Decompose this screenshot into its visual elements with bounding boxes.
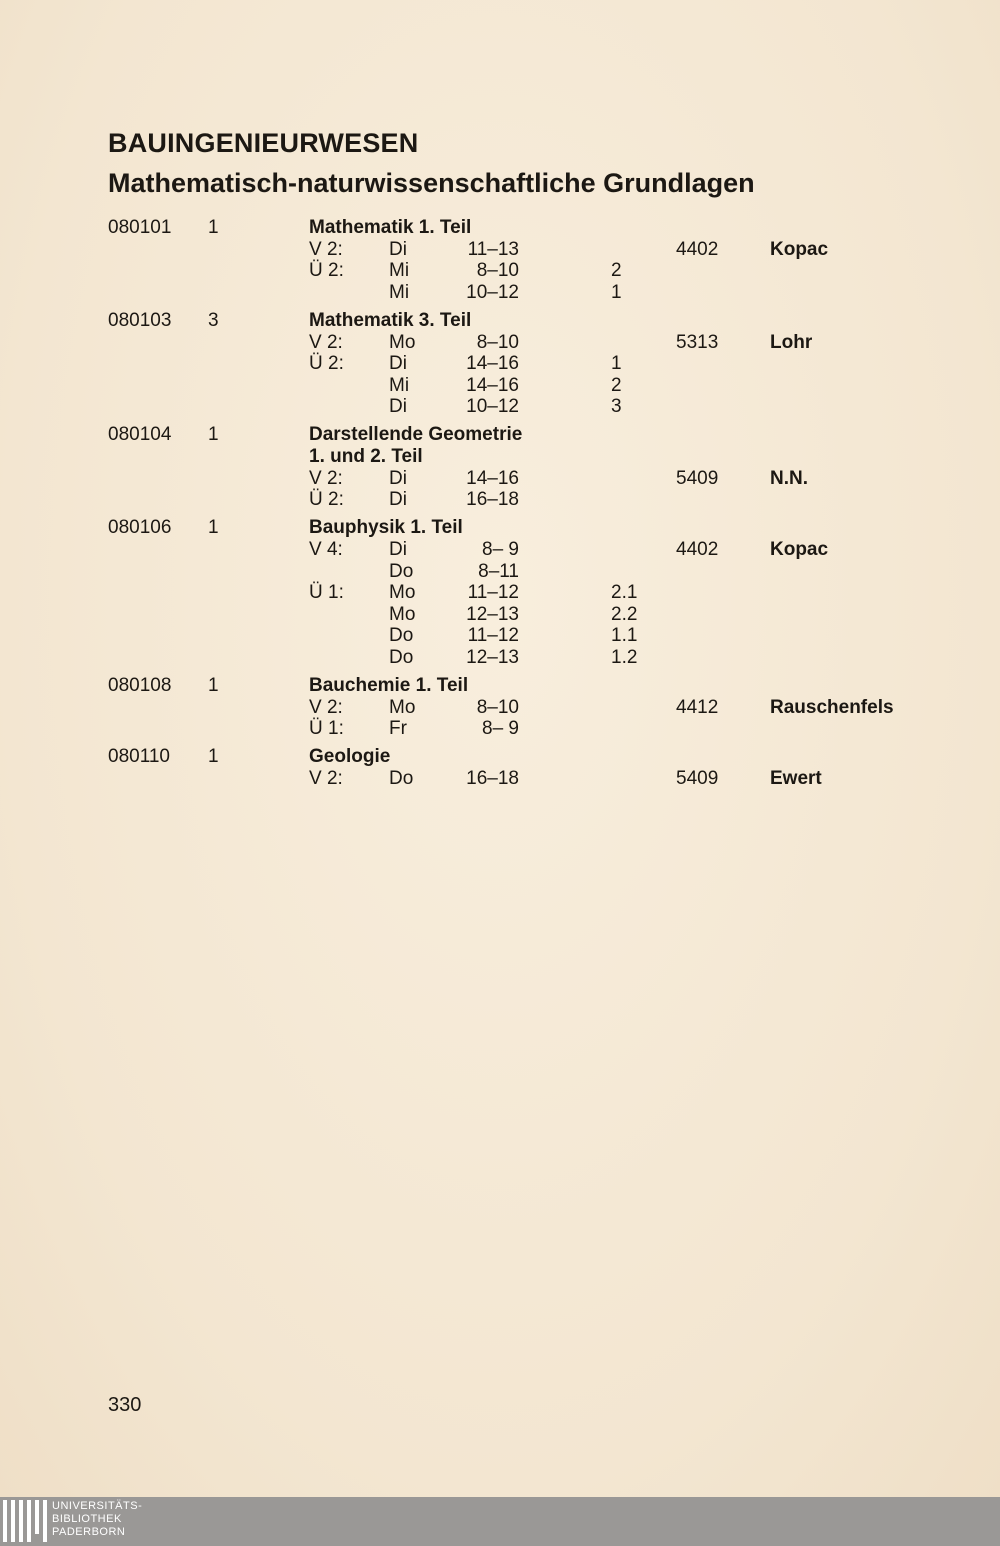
library-logo-line: BIBLIOTHEK [52, 1513, 122, 1525]
session-time: 8– 9 [482, 538, 519, 560]
course-title: Mathematik 3. Teil [309, 309, 472, 331]
session-day: Di [389, 353, 407, 375]
course-semester: 1 [208, 217, 219, 238]
course-title-continued: 1. und 2. Teil [309, 446, 423, 467]
session-day: Do [389, 625, 414, 647]
session-room: 5313 [676, 331, 719, 353]
course-number: 080104 [108, 424, 172, 446]
course-semester: 1 [208, 517, 219, 539]
session-day: Mi [389, 281, 410, 303]
course-semester: 1 [208, 675, 219, 696]
session-time: 16–18 [466, 767, 519, 789]
library-logo-line: PADERBORN [52, 1526, 126, 1538]
session-lecturer: Rauschenfels [770, 696, 894, 718]
session-day: Mi [389, 374, 410, 396]
session-group: 1 [611, 281, 622, 303]
course-number: 080103 [108, 309, 172, 331]
session-time: 8–10 [476, 331, 519, 353]
session-lecturer: Lohr [770, 331, 813, 353]
session-lecturer: Kopac [770, 238, 829, 260]
library-logo-line: UNIVERSITÄTS- [52, 1500, 143, 1512]
session-day: Do [389, 560, 414, 582]
course-title: Bauphysik 1. Teil [309, 517, 463, 539]
course-semester: 1 [208, 746, 219, 768]
session-time: 10–12 [466, 396, 519, 418]
session-day: Di [389, 238, 407, 260]
session-time: 8– 9 [482, 718, 519, 740]
session-lecturer: Ewert [770, 767, 822, 789]
session-day: Mo [389, 331, 416, 353]
session-room: 4412 [676, 696, 719, 718]
session-group: 2.1 [611, 582, 638, 604]
session-time: 11–13 [467, 238, 519, 260]
course-number: 080108 [108, 675, 172, 696]
session-day: Di [389, 489, 407, 511]
session-day: Di [389, 396, 407, 418]
session-group: 3 [611, 396, 622, 418]
course-semester: 3 [208, 309, 219, 331]
session-type: Ü 1: [309, 718, 344, 740]
session-day: Do [389, 767, 414, 789]
session-group: 2 [611, 374, 622, 396]
session-type: Ü 2: [309, 489, 344, 511]
session-type: V 2: [309, 696, 343, 718]
course-number: 080110 [108, 746, 170, 768]
session-time: 8–10 [476, 260, 519, 282]
session-time: 8–10 [476, 696, 519, 718]
session-day: Di [389, 467, 407, 489]
session-time: 14–16 [466, 353, 519, 375]
session-type: Ü 2: [309, 353, 344, 375]
session-room: 5409 [676, 467, 719, 489]
session-type: V 2: [309, 767, 343, 789]
session-time: 14–16 [466, 374, 519, 396]
session-type: V 4: [309, 538, 343, 560]
course-number: 080101 [108, 217, 172, 238]
session-room: 4402 [676, 238, 719, 260]
session-time: 8–11 [478, 560, 519, 582]
session-lecturer: Kopac [770, 538, 829, 560]
session-type: V 2: [309, 331, 343, 353]
session-lecturer: N.N. [770, 467, 808, 489]
session-group: 2 [611, 260, 622, 282]
course-title: Mathematik 1. Teil [309, 217, 472, 238]
session-time: 10–12 [466, 281, 519, 303]
session-day: Mo [389, 603, 416, 625]
session-type: V 2: [309, 467, 343, 489]
session-time: 16–18 [466, 489, 519, 511]
session-time: 11–12 [467, 625, 519, 647]
section-heading: Mathematisch-naturwissenschaftliche Grundlagen [108, 168, 755, 198]
library-logo-text [52, 1500, 142, 1539]
course-number: 080106 [108, 517, 172, 539]
faculty-heading: BAUINGENIEURWESEN [108, 128, 419, 158]
session-group: 1 [611, 353, 622, 375]
session-day: Di [389, 538, 407, 560]
session-type: Ü 1: [309, 582, 344, 604]
session-group: 1.2 [611, 646, 638, 668]
session-time: 12–13 [466, 646, 519, 668]
course-semester: 1 [208, 424, 219, 446]
session-group: 2.2 [611, 603, 638, 625]
library-logo-icon [2, 1500, 48, 1542]
session-type: V 2: [309, 238, 343, 260]
course-title: Darstellende Geometrie [309, 424, 523, 446]
page-number: 330 [108, 1394, 142, 1416]
session-day: Mo [389, 582, 416, 604]
session-group: 1.1 [611, 625, 638, 647]
session-day: Fr [389, 718, 407, 740]
course-title: Bauchemie 1. Teil [309, 675, 469, 696]
session-time: 14–16 [466, 467, 519, 489]
course-title: Geologie [309, 746, 391, 768]
library-footer [0, 1497, 1000, 1546]
session-time: 12–13 [466, 603, 519, 625]
session-type: Ü 2: [309, 260, 344, 282]
session-day: Do [389, 646, 414, 668]
session-day: Mo [389, 696, 416, 718]
session-room: 5409 [676, 767, 719, 789]
session-time: 11–12 [467, 582, 519, 604]
session-room: 4402 [676, 538, 719, 560]
session-day: Mi [389, 260, 410, 282]
